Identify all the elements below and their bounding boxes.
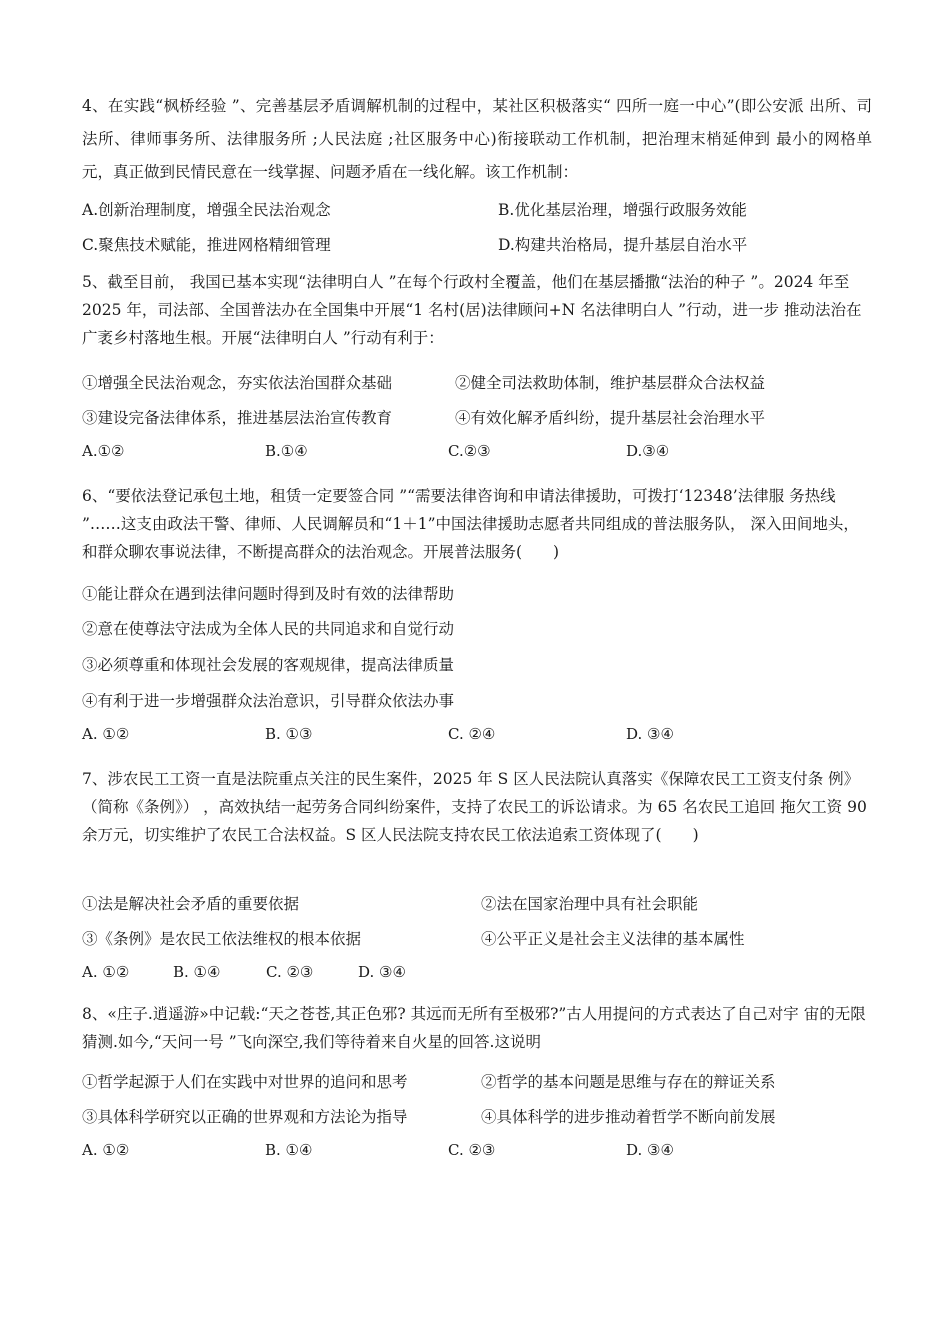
question-4-choice-d: D.构建共治格局，提升基层自治水平 [498,236,748,254]
question-6-choice-b: B. ①③ [265,725,313,743]
question-7-item-2: ②法在国家治理中具有社会职能 [481,895,699,913]
question-5-item-3: ③建设完备法律体系，推进基层法治宣传教育 [82,409,393,427]
question-6-choice-d: D. ③④ [626,725,674,743]
question-7-item-1: ①法是解决社会矛盾的重要依据 [82,895,300,913]
question-7-choice-c: C. ②③ [266,963,314,981]
question-5-item-2: ②健全司法救助体制，维护基层群众合法权益 [455,374,766,392]
question-5-item-4: ④有效化解矛盾纠纷，提升基层社会治理水平 [455,409,766,427]
question-7-choice-d: D. ③④ [358,963,406,981]
question-6-item-4: ④有利于进一步增强群众法治意识，引导群众依法办事 [82,692,455,710]
question-6-stem: 6、“要依法登记承包土地，租赁一定要签合同 ”“需要法律咨询和申请法律援助，可拨打‘12348’法律服 务热线 ”……这支由政法干警、律师、人民调解员和“1＋1”中国法律援助志愿者共同组成的普法服务队， 深入田间地头，和群众聊农事说法律，不断提高群众的法治观念。开展普法服务( ) [82,487,859,561]
question-5-stem: 5、截至目前， 我国已基本实现“法律明白人 ”在每个行政村全覆盖，他们在基层播撒“法治的种子 ”。2024 年至 2025 年，司法部、全国普法办在全国集中开展“1 名村(居)法律顾问+N 名法律明白人 ”行动，进一步 推动法治在广袤乡村落地生根。开展“法律明白人 ”行动有利于： [82,273,862,347]
question-4-choice-b: B.优化基层治理，增强行政服务效能 [498,201,747,219]
question-4-stem: 4、在实践“枫桥经验 ”、完善基层矛盾调解机制的过程中，某社区积极落实“ 四所一庭一中心”(即公安派 出所、司法所、律师事务所、法律服务所 ;人民法庭 ;社区服务中心)衔接联动工作机制，把治理末梢延伸到 最小的网格单元，真正做到民情民意在一线掌握、问题矛盾在一线化解。该工作机制： [82,97,872,181]
question-5-choice-d: D.③④ [626,442,670,460]
question-8-choice-a: A. ①② [82,1141,130,1159]
question-6-choice-a: A. ①② [82,725,130,743]
question-8-item-2: ②哲学的基本问题是思维与存在的辩证关系 [481,1073,776,1091]
question-8-item-3: ③具体科学研究以正确的世界观和方法论为指导 [82,1108,408,1126]
question-7-item-3: ③《条例》是农民工依法维权的根本依据 [82,930,362,948]
question-6-item-2: ②意在使尊法守法成为全体人民的共同追求和自觉行动 [82,620,455,638]
question-7-stem: 7、涉农民工工资一直是法院重点关注的民生案件，2025 年 S 区人民法院认真落实《保障农民工工资支付条 例》（简称《条例》） ，高效执结一起劳务合同纠纷案件，支持了农民工的诉讼请求。为 65 名农民工追回 拖欠工资 90 余万元，切实维护了农民工合法权益。S 区人民法院支持农民工依法追索工资体现了( ) [82,770,867,844]
question-8-choice-c: C. ②③ [448,1141,496,1159]
question-5-choice-b: B.①④ [265,442,308,460]
question-8-item-4: ④具体科学的进步推动着哲学不断向前发展 [481,1108,776,1126]
question-8-choice-b: B. ①④ [265,1141,313,1159]
question-5-choice-c: C.②③ [448,442,491,460]
question-7-choice-a: A. ①② [82,963,130,981]
question-6-item-3: ③必须尊重和体现社会发展的客观规律，提高法律质量 [82,656,455,674]
question-8-item-1: ①哲学起源于人们在实践中对世界的追问和思考 [82,1073,408,1091]
question-8-stem: 8、«庄子.逍遥游»中记载:“天之苍苍,其正色邪? 其远而无所有至极邪?”古人用提问的方式表达了自己对宇 宙的无限猜测.如今,“天问一号 ”飞向深空,我们等待着来自火星的回答.这说明 [82,1005,866,1051]
question-6-choice-c: C. ②④ [448,725,496,743]
question-8-choice-d: D. ③④ [626,1141,674,1159]
question-5-item-1: ①增强全民法治观念，夯实依法治国群众基础 [82,374,393,392]
question-4-choice-c: C.聚焦技术赋能，推进网格精细管理 [82,236,331,254]
question-5-choice-a: A.①② [82,442,125,460]
question-7-choice-b: B. ①④ [173,963,221,981]
question-4-choice-a: A.创新治理制度，增强全民法治观念 [82,201,331,219]
question-7-item-4: ④公平正义是社会主义法律的基本属性 [481,930,745,948]
question-6-item-1: ①能让群众在遇到法律问题时得到及时有效的法律帮助 [82,585,455,603]
